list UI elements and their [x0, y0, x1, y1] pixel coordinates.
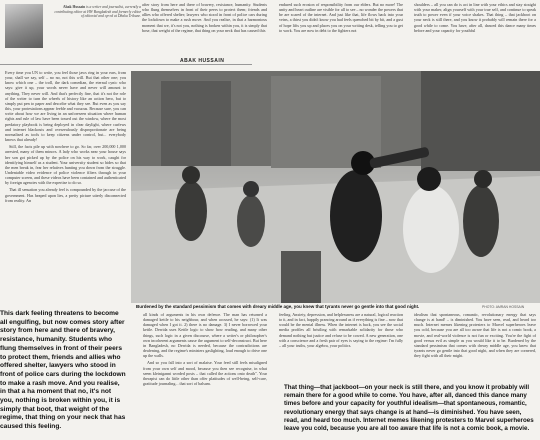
column-2-paragraph: after story from here and there of bravery, resistance, humanity. Students who flung themselves in front of their peers to protect them; friends and allies who offered shelter; lawyers who stood in front of police cars during the lockdown to make a rush move. And you realise, in that a harmonious moment that we, it's not you, nothing is broken within you, it is simply that bose, that weight of the regime, that thing on your neck that has caused this [142, 2, 267, 33]
column-3-paragraph: endured such erosion of responsibility from our elders. But no more! The unity and heart outline are visible for all to see – no wonder the powers that be are scared of the internet. And just like that, life flows back into your veins, a thirst you didn't know you had feels quenched bit by bit, and a gust of hope lifts you up and places you on your writing desk, telling you to get to work. You are now in debt to the fighters not [279, 2, 403, 33]
protest-scene-image [131, 71, 540, 303]
column-2c-paragraph: And so you fall into a sort of malaise. Your feed still feels misaligned from your own self and mood, because you then see recognise, in what seem kleiniganni worded posts – that called the actions onto death". Your therapist can do little other than offer platitudes of well-being, self-care, gratitude journaling... that sort of balsam. [143, 360, 267, 387]
column-3c-paragraph [284, 312, 285, 313]
pull-quote-middle-text: That thing—that jackboot—on your neck is still there, and you know it probably will remain there for a good while to come. You have, after all, danced this dance many times before and your capacity for youthful idealism—that spontaneous, romantic, revolutionary energy that says change is at hand—is diminished. You have seen, read, and heard too much. Internet memes likening protesters to Marvel superheroes leave you cold, because you are all too aware that life is not a comic book, a movie. [284, 384, 534, 433]
column-3b-paragraph: feeling. Anxiety, depression, and helplessness are a natural, logical reaction to it, and in fact, happily prancing around as if everything is fine – now that would be the mental illness. When the internet is back, you see the social media profiles all bristling with remarkable solidarity for those who demand nothing but justice and refuse to be cowed. A new generation, one with a conscience and a fresh pair of eyes is saying to the regime: I'm fully – all your truths, your algebra, your politics. [279, 312, 403, 348]
article-column-3-top [279, 2, 403, 67]
article-column-3-bottom [279, 312, 403, 382]
author-bio-name: Abak Hussain [62, 5, 86, 9]
column-1-paragraph-b: Still, the facts pile up with nowhere to go. So far, over 200,000 1,000 arrested, many of them minors. A lady who works near your house says her son got picked up by the police on his way to work, caught for identifying himself as a student. Your university student so hides so that the men break in, fear her relatives hunting you down from the struggle. Undeniable video evidence of police violence filters through in your computer screen, and these videos have been contained and authenticated by foreign agencies with the expertise to do so. [5, 144, 126, 186]
pull-quote-middle [284, 384, 534, 433]
column-1-paragraph-c: That ill sensation you already feel is compounded by the jaccuse of the government. Has heaped upon lies, a pretty picture utterly disconnected from reality. An [5, 187, 126, 203]
column-2b-paragraph: all kinds of arguments in his own defence. The man has returned a damaged kettle to his neighbour, and when accused, he says: (1) It was damaged when I got it. 2) there is no damage. 3) I never borrowed your kettle. Derrida uses Kettle logic to show how reading, and many other things, such logic in a given discourse, where a writer's or philosopher's own incoherent arguments cause the argument to self-deconstruct. But here in Bangladesh, no Derrida is needed, because the contradictions are deafening, and the regime's ministers gaslighting, loud enough to drive one up the walls. [143, 312, 267, 359]
news-photo [131, 71, 540, 303]
photo-caption: Burdened by the standard pessimism that comes with dreary middle age, you knew that tyrants never go gentle into that good night. [136, 304, 420, 309]
article-column-1 [5, 70, 126, 308]
article-column-2-top [142, 2, 267, 67]
article-column-3-bottom-b [284, 312, 285, 313]
author-photo [5, 4, 43, 48]
author-bio [53, 5, 141, 19]
article-column-2-bottom [143, 312, 267, 438]
article-column-4-bottom [414, 312, 536, 382]
column-4-paragraph: shoulders – all you can do is act in line with your ethics and stay straight with your maker, align yourself with your true self, and continue to speak truth to power even if your voice shakes. That thing – that jackboot on your neck is still there, and you know it probably will remain there for a good while to come. You have, after all, danced this dance many times before and your capacity for youthful [414, 2, 536, 33]
column-1-paragraph: Every time you UN to write, you feel those jaws ring in your ears, from your, shall we say, self – no no, not this will. But that other one; you know which one – the troll, the dark comedian, the eternal cynic who says: give it up, your words never have and never will amount to anything. They never will. And that's perfectly fine, that it's not the role of the writer to turn the wheels of history like an action hero, but to simply put pen to paper and describe what they see. But even as you say this, your protestations appear feeble and vacuous. Because sure, you can write about how we are living in an unforeseen situation where human rights and rule of law have been tossed out the window, where the most predatory playbook is being deployed in clear daylight, where curfews and internet blackouts and overzealously disproportionate are being normalised as tools to keep citizens under control, but... everybody knows that already! [5, 70, 126, 143]
article-column-4-top [414, 2, 536, 67]
photo-credit: PHOTO: AMRAN HOSSAIN [482, 305, 525, 309]
author-name: ABAK HUSSAIN [180, 58, 225, 64]
column-4b-paragraph: idealism that spontaneous, romantic, revolutionary energy that says change is at hand! – is diminished. You have seen, read, and heard too much. Internet memes likening protesters to Marvel superheroes leave you cold, because you are all too aware that life is not a comic book, a movie, and real-world violence is not fun or exciting. You're the fight of good versus evil as simple as you would like it to be. Burdened by the standard pessimism that comes with dreary middle age, you knew that tyrants never go gentle into that good night, and when they are cornered, they fight with all their might. [414, 312, 536, 359]
author-bio-text: is a writer and journalist, currently a contributing editor at HW Bangladesh and formerly editor of editorial and op-ed at Dhaka Tribune. [54, 5, 141, 18]
pull-quote-left-text: This dark feeling threatens to become all engulfing, but now comes story after story from here and there of bravery, resistance, humanity. Students who flung themselves in front of their peers to protect them, friends and allies who offered shelter, lawyers who stood in front of police cars during the lockdown to make a rash move. And you realise, in that a ha moment that no, it's not you, nothing is broken within you, it is simply that boot, that weight of the regime, that thing on your neck that has caused this feeling. [0, 310, 126, 431]
pull-quote-left [0, 310, 126, 432]
